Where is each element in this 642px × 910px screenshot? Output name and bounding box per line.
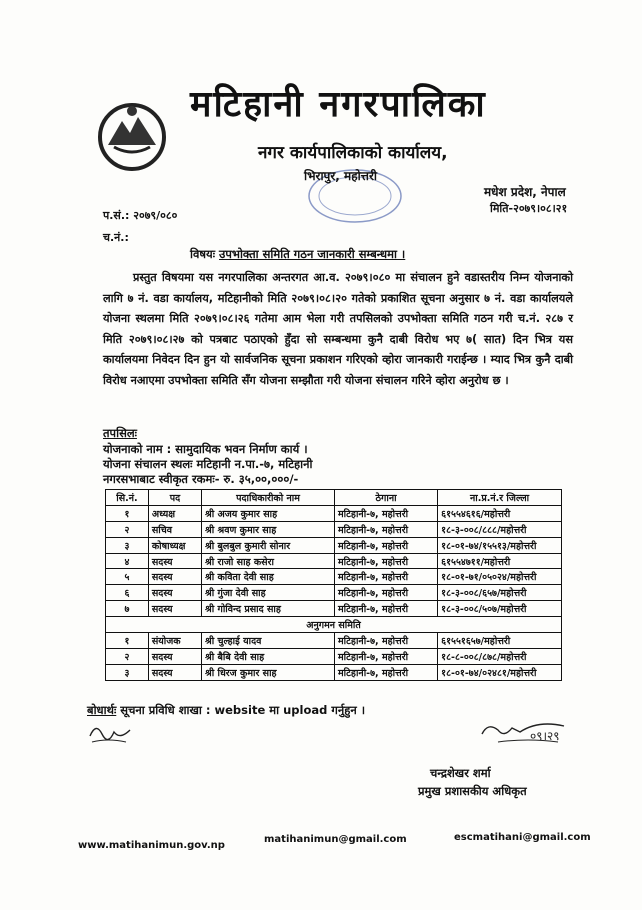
- row-position: अध्यक्ष: [148, 505, 201, 521]
- table-row: [106, 585, 562, 601]
- row-citizenship: १८-३-००८/८८८/महोत्तरी: [438, 521, 562, 537]
- col-sn: सि.नं.: [106, 490, 149, 506]
- row-citizenship: ६१५५४६१६/महोत्तरी: [438, 505, 562, 521]
- row-address: मटिहानी-७, महोत्तरी: [334, 633, 437, 649]
- row-citizenship: १८-३-००८/६५७/महोत्तरी: [438, 585, 562, 601]
- officer-signature: [478, 712, 568, 752]
- website-link[interactable]: www.matihanimun.gov.np: [78, 840, 225, 851]
- row-position: सदस्य: [148, 664, 201, 680]
- row-sn: ३: [106, 664, 149, 680]
- row-name: श्री श्रवण कुमार साह: [202, 521, 335, 537]
- row-address: मटिहानी-७, महोत्तरी: [334, 521, 437, 537]
- monitoring-heading-row: [106, 617, 562, 633]
- letter-cn-number: च.नं.:: [103, 231, 129, 244]
- row-citizenship: १८-०१-७४/०२४८१/महोत्तरी: [438, 664, 562, 680]
- row-address: मटिहानी-७, महोत्तरी: [334, 648, 437, 664]
- cc-note: [87, 703, 365, 718]
- row-position: सचिव: [148, 521, 201, 537]
- table-row: [106, 633, 562, 649]
- row-name: श्री बुलबुल कुमारी सोनार: [202, 537, 335, 553]
- row-citizenship: १८-०१-७१/०५०२४/महोत्तरी: [438, 569, 562, 585]
- row-address: मटिहानी-७, महोत्तरी: [334, 569, 437, 585]
- cc-label: बोधार्थः: [87, 703, 117, 717]
- row-citizenship: १८-३-००८/५०७/महोत्तरी: [438, 601, 562, 617]
- row-position: सदस्य: [148, 585, 201, 601]
- subject-label: विषयः: [190, 247, 216, 261]
- table-row: [106, 648, 562, 664]
- row-name: श्री बैबि देवी साह: [202, 648, 335, 664]
- row-name: श्री कविता देवी साह: [202, 569, 335, 585]
- row-sn: १: [106, 633, 149, 649]
- col-name: पदाधिकारीको नाम: [202, 490, 335, 506]
- letter-body: [103, 268, 573, 392]
- row-name: श्री धिरज कुमार साह: [202, 664, 335, 680]
- table-header-row: [106, 490, 562, 506]
- row-sn: ७: [106, 601, 149, 617]
- row-sn: ५: [106, 569, 149, 585]
- subject-line: [190, 247, 405, 262]
- col-citizenship: ना.प्र.नं.र जिल्ला: [438, 490, 562, 506]
- page-title: मटिहानी नगरपालिका: [190, 84, 487, 125]
- row-position: सदस्य: [148, 648, 201, 664]
- row-address: मटिहानी-७, महोत्तरी: [334, 601, 437, 617]
- letter-date: मिति-२०७९।०८।२१: [490, 202, 568, 215]
- table-row: [106, 553, 562, 569]
- table-row: [106, 537, 562, 553]
- row-name: श्री अजय कुमार साह: [202, 505, 335, 521]
- signature-date: ०९।२९: [530, 729, 560, 743]
- table-row: [106, 505, 562, 521]
- email-link-primary[interactable]: matihanimun@gmail.com: [264, 834, 407, 845]
- row-sn: ३: [106, 537, 149, 553]
- details-heading: तपसिलः: [103, 426, 137, 440]
- row-address: मटिहानी-७, महोत्तरी: [334, 505, 437, 521]
- row-name: श्री गुंजा देवी साह: [202, 585, 335, 601]
- row-position: सदस्य: [148, 569, 201, 585]
- body-paragraph: प्रस्तुत विषयमा यस नगरपालिका अन्तरगत आ.व. २०७९।०८० मा संचालन हुने वडास्तरीय निम्न योजनाको लागि ७ नं. वडा कार्यालय, मटिहानीको मिति २०७९।०८।२० गतेको प्रकाशित सूचना अनुसार ७ नं. वडा कार्यालयले योजना स्थलमा मिति २०७९।०८।२६ गतेमा आम भेला गरी तपसिलको उपभोक्ता समिति गठन गरी च.नं. २८७ र मिति २०७९।०८।२७ को पत्रबाट पठाएको हुँदा सो सम्बन्धमा कुनै दाबी विरोध भए ७( सात) दिन भित्र यस कार्यालयमा निवेदन दिन हुन यो सार्वजनिक सूचना प्रकाशन गरिएको व्होरा जानकारी गराईन्छ । म्याद भित्र कुनै दाबी विरोध नआएमा उपभोक्ता समिति सँग योजना सम्झौता गरी योजना संचालन गरिने व्होरा अनुरोध छ ।: [103, 271, 573, 387]
- row-address: मटिहानी-७, महोत्तरी: [334, 664, 437, 680]
- signer-title: प्रमुख प्रशासकीय अधिकृत: [418, 784, 527, 798]
- row-name: श्री चुल्हाई यादव: [202, 633, 335, 649]
- row-address: मटिहानी-७, महोत्तरी: [334, 537, 437, 553]
- row-sn: ६: [106, 585, 149, 601]
- row-sn: २: [106, 648, 149, 664]
- initials-signature: [86, 718, 134, 748]
- row-name: श्री राजो साह कसेरा: [202, 553, 335, 569]
- row-citizenship: ६१५५४७११/महोत्तरी: [438, 553, 562, 569]
- row-citizenship: १८-८-००८/८७८/महोत्तरी: [438, 648, 562, 664]
- row-citizenship: १८-०१-७४/१५५१३/महोत्तरी: [438, 537, 562, 553]
- committee-table: [105, 489, 562, 681]
- row-sn: ४: [106, 553, 149, 569]
- row-sn: १: [106, 505, 149, 521]
- project-details: [103, 442, 312, 487]
- row-address: मटिहानी-७, महोत्तरी: [334, 553, 437, 569]
- monitoring-heading: अनुगमन समिति: [106, 617, 562, 633]
- signer-name: चन्द्रशेखर शर्मा: [430, 766, 491, 780]
- cc-text: सूचना प्रविधि शाखा : website मा upload गर्नुहुन ।: [120, 703, 366, 717]
- municipality-emblem-icon: [92, 95, 172, 175]
- province-text: मधेश प्रदेश, नेपाल: [484, 185, 566, 199]
- row-position: सदस्य: [148, 601, 201, 617]
- row-address: मटिहानी-७, महोत्तरी: [334, 585, 437, 601]
- subject-text: उपभोक्ता समिति गठन जानकारी सम्बन्धमा ।: [219, 247, 406, 261]
- project-location: योजना संचालन स्थलः मटिहानी न.पा.-७, मटिहानी: [103, 457, 313, 471]
- row-sn: २: [106, 521, 149, 537]
- row-position: सदस्य: [148, 553, 201, 569]
- row-citizenship: ६१५५१६५७/महोत्तरी: [438, 633, 562, 649]
- row-name: श्री गोविन्द प्रसाद साह: [202, 601, 335, 617]
- col-position: पद: [148, 490, 201, 506]
- table-row: [106, 664, 562, 680]
- table-row: [106, 569, 562, 585]
- project-amount: नगरसभाबाट स्वीकृत रकमः- रु. ३५,००,०००/-: [103, 472, 299, 486]
- row-position: संयोजक: [148, 633, 201, 649]
- row-position: कोषाध्यक्ष: [148, 537, 201, 553]
- table-row: [106, 601, 562, 617]
- table-row: [106, 521, 562, 537]
- col-address: ठेगाना: [334, 490, 437, 506]
- email-link-secondary[interactable]: escmatihani@gmail.com: [454, 832, 591, 843]
- office-subtitle: नगर कार्यपालिकाको कार्यालय,: [258, 143, 448, 163]
- project-name: योजनाको नाम : सामुदायिक भवन निर्माण कार्य ।: [103, 442, 308, 456]
- office-address: भिरापुर, महोत्तरी: [304, 169, 377, 183]
- letter-ps-number: प.सं.: २०७९/०८०: [103, 209, 178, 222]
